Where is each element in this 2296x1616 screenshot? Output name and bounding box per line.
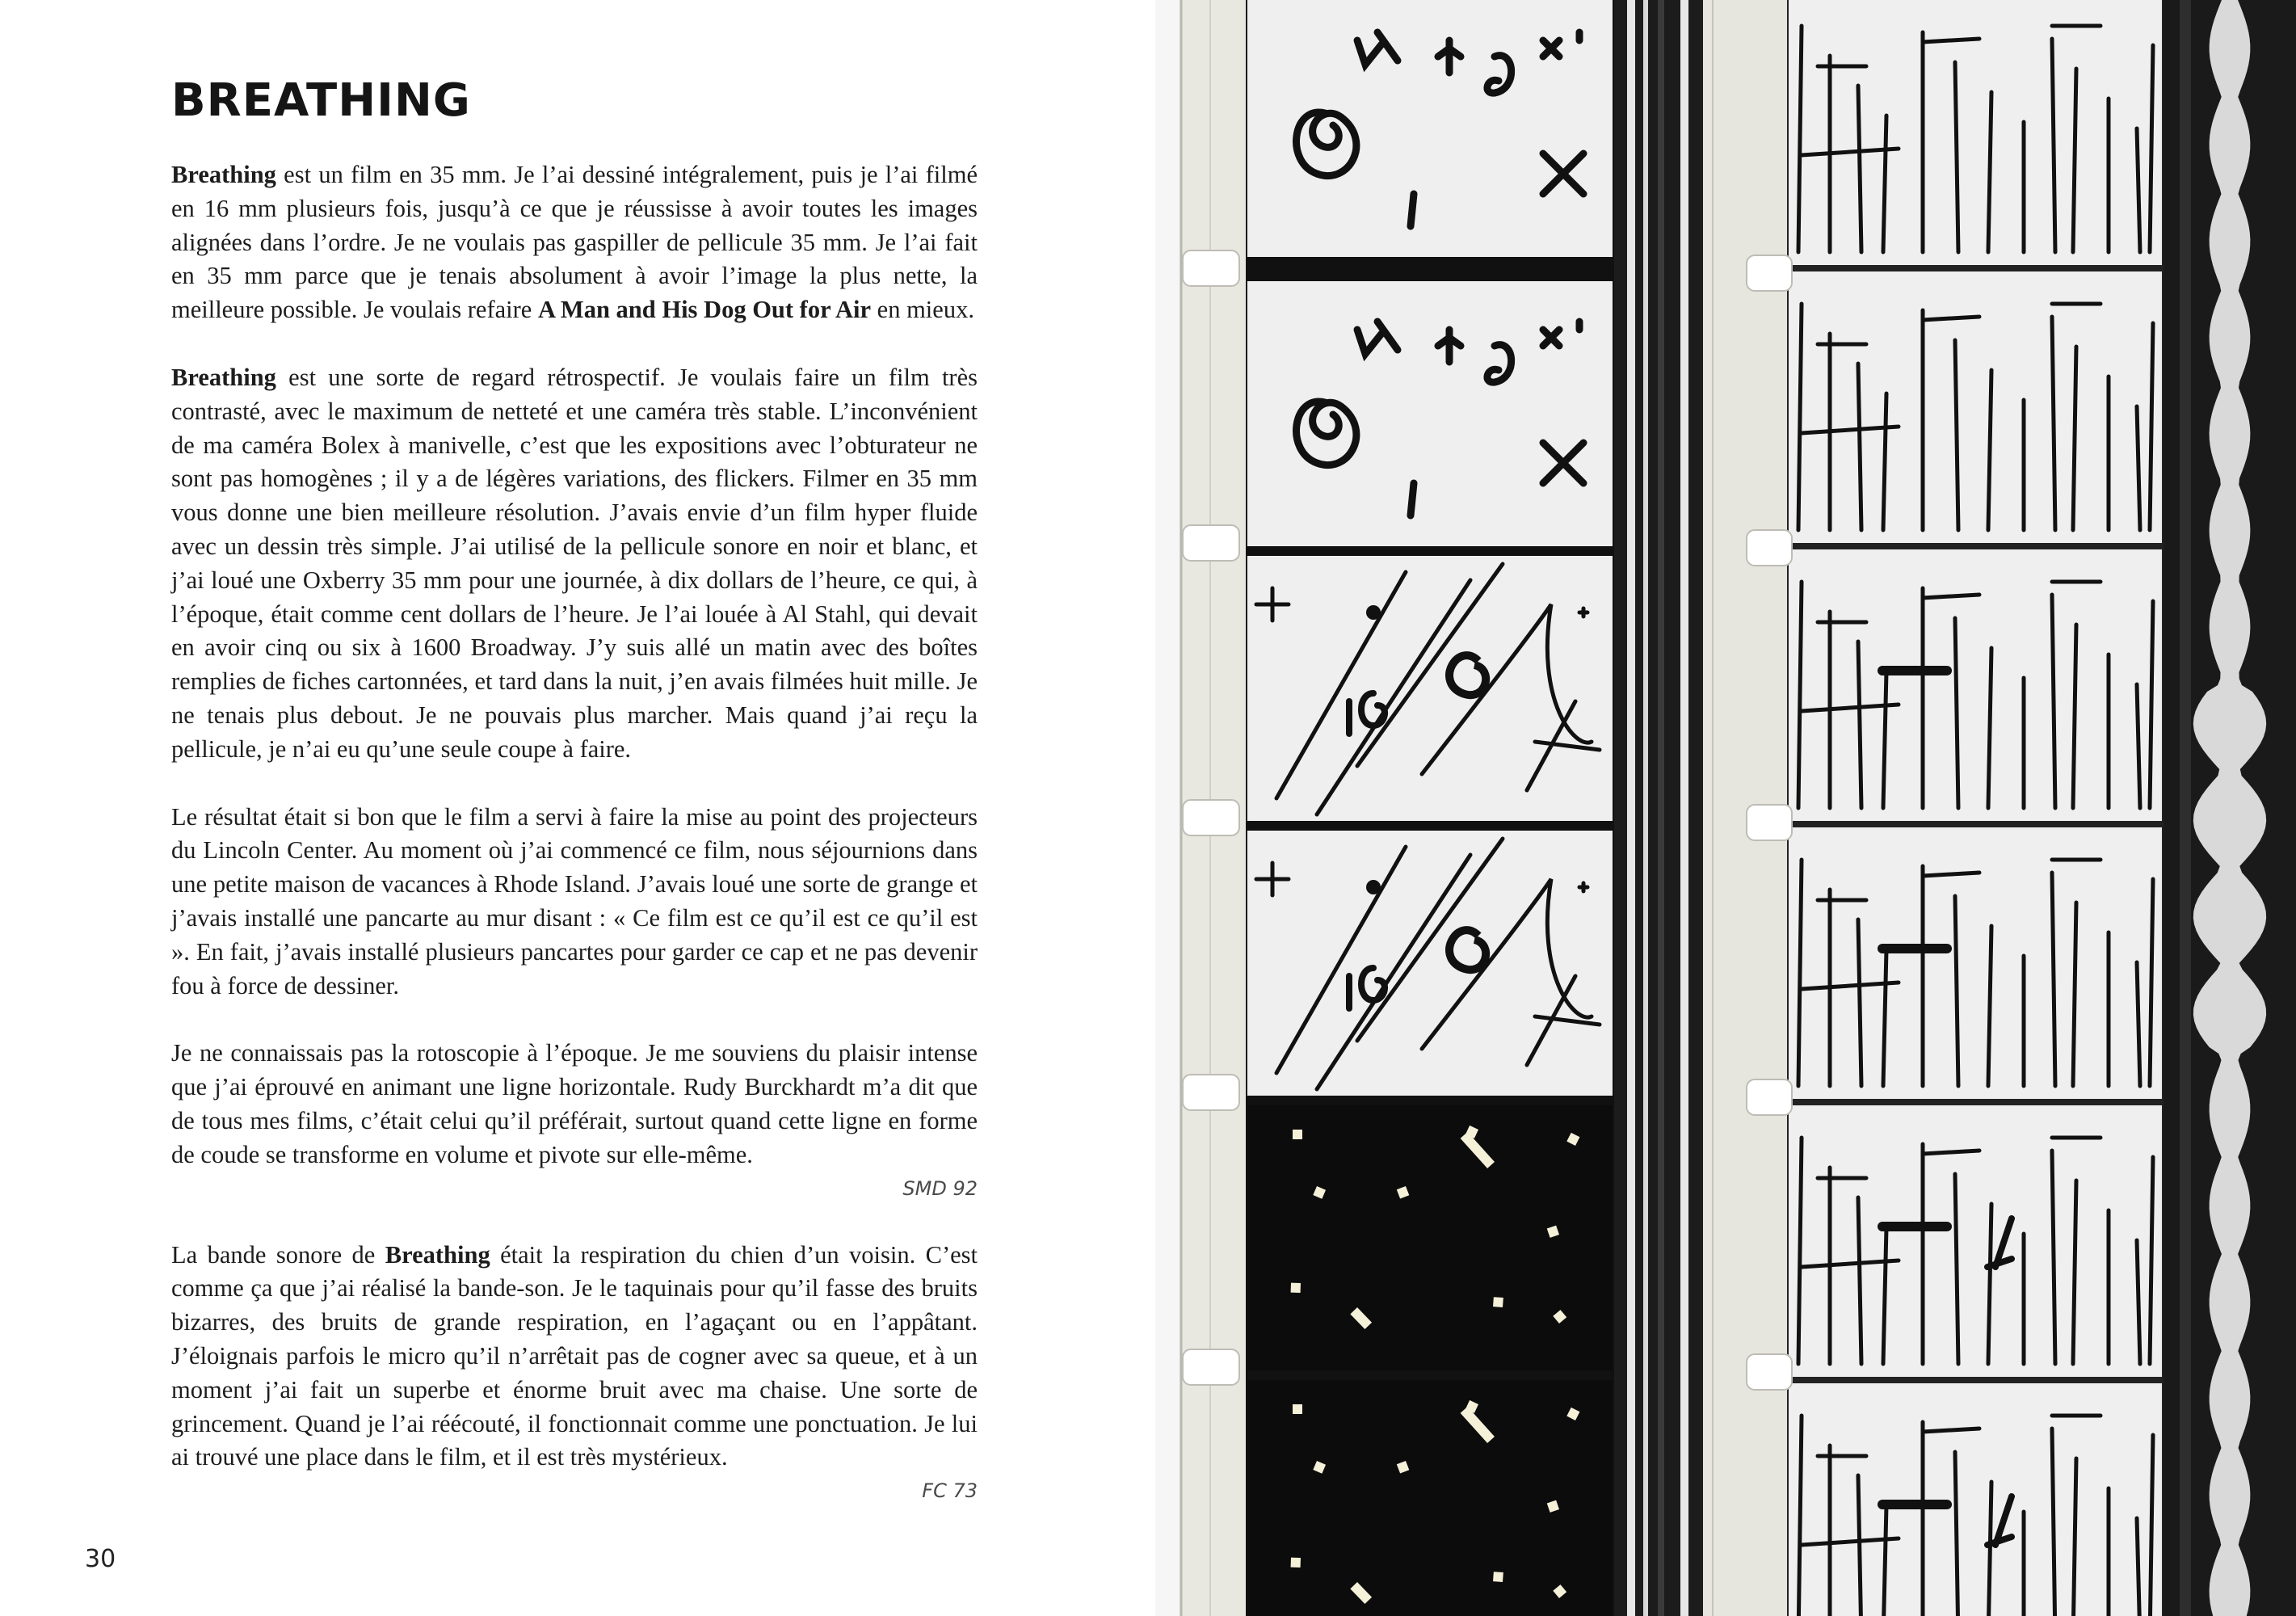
sprocket-hole <box>1747 530 1792 566</box>
sprocket-hole <box>1183 250 1239 286</box>
sprocket-hole <box>1747 1079 1792 1115</box>
film-frame-right <box>1789 549 2162 821</box>
sprocket-hole <box>1747 805 1792 840</box>
page-number: 30 <box>85 1545 116 1573</box>
sprocket-hole <box>1183 1075 1239 1110</box>
source-reference-2: FC 73 <box>922 1479 978 1503</box>
sprocket-hole <box>1183 1349 1239 1385</box>
sprocket-hole <box>1183 800 1239 835</box>
sprocket-hole <box>1183 525 1239 561</box>
source-reference-1: SMD 92 <box>902 1176 978 1200</box>
film-frame-right <box>1789 1105 2162 1377</box>
paragraph-2: Breathing est une sorte de regard rétrospectif. Je voulais faire un film très contrasté, avec le maximum de netteté et une caméra très stable. L’inconvénient de ma caméra Bolex à manivelle, c’est que les expositions avec l’obturateur ne sont pas homogènes ; il y a de légères variations, des flickers. Filmer en 35 mm vous donne une bien meilleure résolution. J’avais envie d’un film hyper fluide avec un dessin très simple. J’ai utilisé de la pellicule sonore en noir et blanc, et j’ai loué une Oxberry 35 mm pour une journée, à dix dollars de l’heure, ce qui, à l’époque, était comme cent dollars de l’heure. Je l’ai louée à Al Stahl, qui devait en avoir cinq ou six à 1600 Broadway. J’y suis allé un matin avec des boîtes remplies de fiches cartonnées, et tard dans la nuit, j’en avais filmées huit mille. Je ne tenais plus debout. Je ne pouvais plus marcher. Mais quand j’ai reçu la pellicule, je n’ai eu qu’une seule coupe à faire. <box>171 363 978 763</box>
film-frame-left <box>1247 281 1613 546</box>
paragraph-1: Breathing est un film en 35 mm. Je l’ai dessiné intégralement, puis je l’ai filmé en 16 mm plusieurs fois, jusqu’à ce que je réussisse à avoir toutes les images alignées dans l’ordre. Je ne voulais pas gaspiller de pellicule 35 mm. Je l’ai fait en 35 mm parce que je tenais absolument à avoir l’image la plus nette, la meilleure possible. Je voulais refaire A Man and His Dog Out for Air en mieux. <box>171 161 978 324</box>
film-frame-right <box>1789 271 2162 543</box>
paragraph-4: Je ne connaissais pas la rotoscopie à l’époque. Je me souviens du plaisir intense que j’ai éprouvé en animant une ligne horizontale. Rudy Burckhardt m’a dit que de tous mes films, c’était celui qu’il préférait, surtout quand cette ligne en forme de coude se transforme en volume et pivote sur elle-même. <box>171 1039 978 1168</box>
film-frame-left <box>1247 556 1613 821</box>
sprocket-hole <box>1747 1354 1792 1390</box>
paragraph-5: La bande sonore de Breathing était la respiration du chien d’un voisin. C’est comme ça que j’ai réalisé la bande-son. Je le taquinais pour qu’il fasse des bruits bizarres, des bruits de grande respiration, en l’agaçant ou en l’appâtant. J’éloignais parfois le micro qu’il n’arrêtait pas de cogner avec sa queue, et à un moment j’ai fait un superbe et énorme bruit avec ma chaise. Une sorte de grincement. Quand je l’ai réécouté, il fonctionnait comme une ponctuation. Je lui ai trouvé une place dans le film, et il est très mystérieux. <box>171 1240 978 1471</box>
film-frame-right <box>1789 827 2162 1099</box>
film-frame-left <box>1247 1105 1613 1370</box>
film-frame-right <box>1789 0 2162 265</box>
film-strip-image <box>1155 0 2296 1616</box>
page-title: BREATHING <box>171 74 471 127</box>
film-frame-left <box>1247 0 1613 257</box>
film-frame-left <box>1247 1380 1613 1616</box>
sprocket-hole <box>1747 255 1792 291</box>
film-frame-right <box>1789 1383 2162 1616</box>
paragraph-3: Le résultat était si bon que le film a servi à faire la mise au point des projecteurs du Lincoln Center. Au moment où j’ai commencé ce film, nous séjournions dans une petite maison de vacances à Rhode Island. J’avais loué une sorte de grange et j’avais installé une pancarte au mur disant : « Ce film est ce qu’il est ce qu’il est ». En fait, j’avais installé plusieurs pancartes pour garder ce cap et ne pas devenir fou à force de dessiner. <box>171 802 978 999</box>
film-frame-left <box>1247 831 1613 1096</box>
film-strip-illustration <box>1155 0 2296 1616</box>
body-text <box>171 158 978 1541</box>
